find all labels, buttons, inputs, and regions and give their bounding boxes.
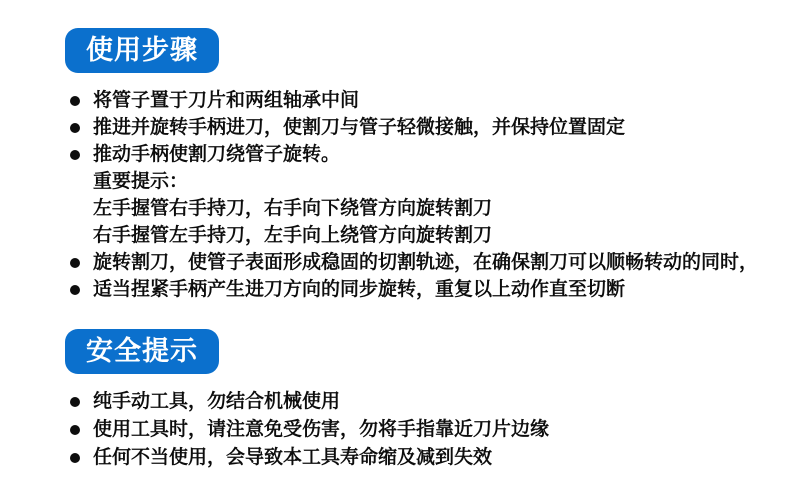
list-item xyxy=(65,276,760,303)
list-item-text: 推进并旋转手柄进刀，使割刀与管子轻微接触，并保持位置固定 xyxy=(93,117,626,138)
list-item-text: 重要提示： xyxy=(93,171,189,192)
bullet-icon xyxy=(70,258,80,268)
list-item-text: 使用工具时，请注意免受伤害，勿将手指靠近刀片边缘 xyxy=(93,419,550,440)
bullet-icon xyxy=(70,123,80,133)
bullet-icon xyxy=(70,453,80,463)
safety-tips-section xyxy=(65,329,760,472)
usage-steps-badge: 使用步骤 xyxy=(65,28,219,73)
bullet-icon xyxy=(70,96,80,106)
bullet-icon xyxy=(70,285,80,295)
list-item-text: 将管子置于刀片和两组轴承中间 xyxy=(93,90,360,111)
list-item-text: 旋转割刀，使管子表面形成稳固的切割轨迹，在确保割刀可以顺畅转动的同时， xyxy=(93,252,759,273)
list-item xyxy=(65,87,760,114)
safety-tips-badge: 安全提示 xyxy=(65,329,219,374)
usage-steps-section xyxy=(65,28,760,303)
bullet-icon xyxy=(70,425,80,435)
list-item xyxy=(65,222,760,249)
list-item xyxy=(65,249,760,276)
bullet-icon xyxy=(70,150,80,160)
list-item xyxy=(65,141,760,168)
list-item-text: 左手握管右手持刀，右手向下绕管方向旋转割刀 xyxy=(93,198,493,219)
list-item xyxy=(65,114,760,141)
list-item-text: 适当捏紧手柄产生进刀方向的同步旋转，重复以上动作直至切断 xyxy=(93,279,626,300)
safety-tips-list xyxy=(65,388,760,472)
list-item-text: 推动手柄使割刀绕管子旋转。 xyxy=(93,144,341,165)
list-item-text: 纯手动工具，勿结合机械使用 xyxy=(93,391,341,412)
list-item-text: 任何不当使用，会导致本工具寿命缩及减到失效 xyxy=(93,447,493,468)
bullet-icon xyxy=(70,397,80,407)
list-item xyxy=(65,195,760,222)
list-item xyxy=(65,388,760,416)
list-item xyxy=(65,168,760,195)
list-item xyxy=(65,416,760,444)
usage-steps-list xyxy=(65,87,760,303)
list-item xyxy=(65,444,760,472)
list-item-text: 右手握管左手持刀，左手向上绕管方向旋转割刀 xyxy=(93,225,493,246)
